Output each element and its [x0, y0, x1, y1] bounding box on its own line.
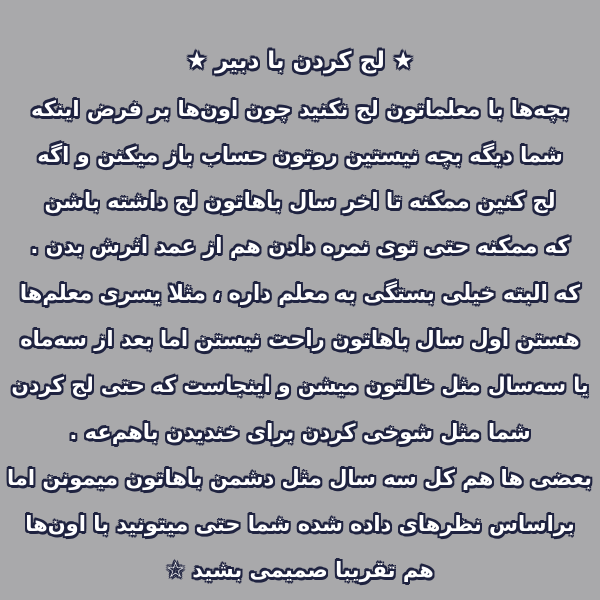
post-line-7: یا سه‌سال مثل خالتون میشن و اینجاست که حتی لج کردن — [11, 373, 589, 397]
post-line-11: هم تقریبا صمیمی بشید ☆ — [166, 558, 434, 582]
post-line-9: بعضی ها هم کل سه سال مثل دشمن باهاتون میمونن اما — [7, 466, 592, 490]
post-line-2: شما دیگه بچه نیستین روتون حساب باز میکنن و اگه — [37, 143, 563, 167]
post-line-8: شما مثل شوخی کردن برای خندیدن باهم‌عه . — [69, 420, 531, 444]
post-line-5: که البته خیلی بستگی به معلم داره ، مثلا یسری معلم‌ها — [19, 281, 581, 305]
post-line-6: هستن اول سال باهاتون راحت نیستن اما بعد از سه‌ماه — [20, 327, 580, 351]
post-title: ★ لج کردن با دبیر ★ — [186, 48, 414, 74]
post-line-10: براساس نظرهای داده شده شما حتی میتونید با اون‌ها — [25, 512, 575, 536]
post-line-3: لج کنین ممکنه تا اخر سال باهاتون لج داشته باشن — [44, 189, 556, 213]
post-line-4: که ممکنه حتی توی نمره دادن هم از عمد اثرش بدن . — [30, 234, 570, 258]
post-line-1: بچه‌ها با معلماتون لج نکنید چون اون‌ها بر فرض اینکه — [31, 97, 569, 121]
